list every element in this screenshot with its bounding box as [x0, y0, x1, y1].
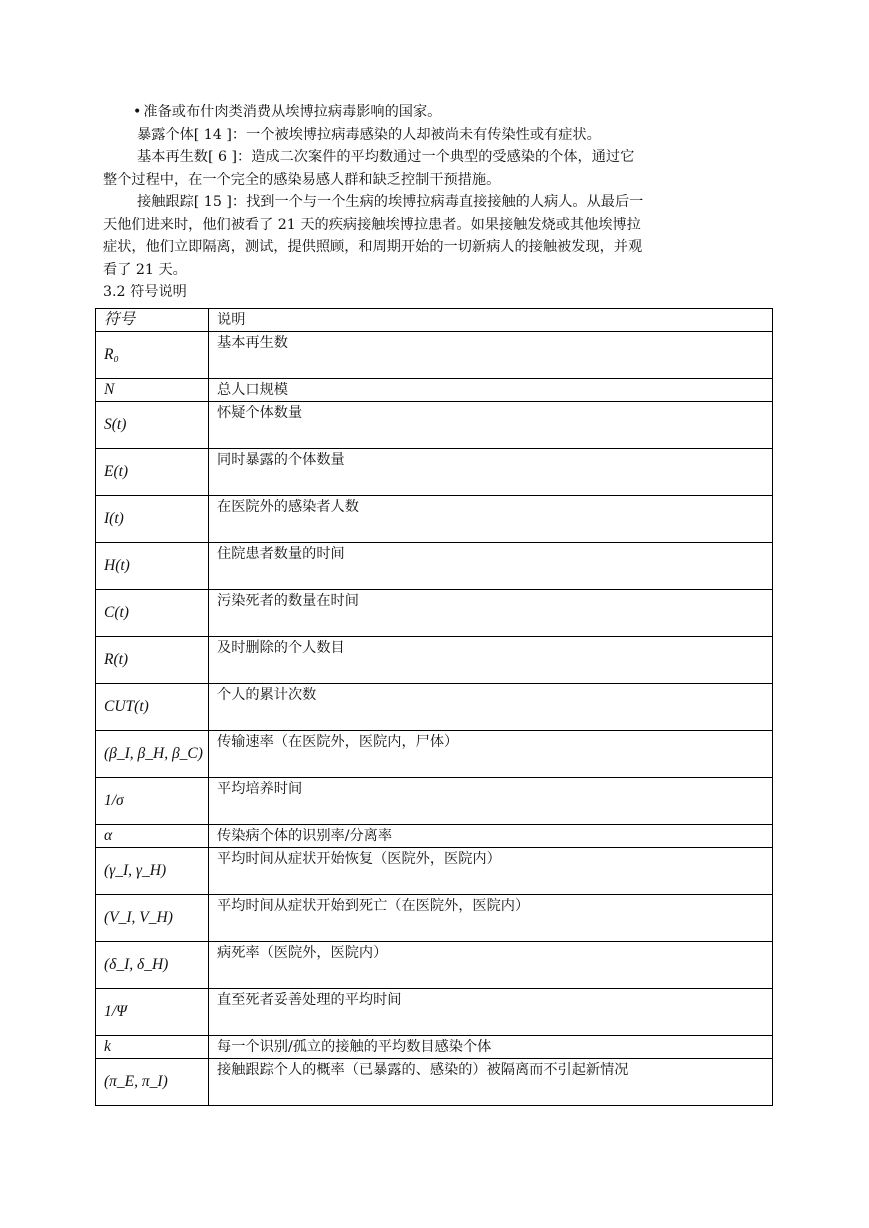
header-description: 说明	[209, 309, 773, 332]
description-cell: 怀疑个体数量	[209, 402, 773, 449]
paragraph-exposed: 暴露个体[ 14 ]：一个被埃博拉病毒感染的人却被尚未有传染性或有症状。	[137, 126, 601, 143]
description-cell: 及时删除的个人数目	[209, 637, 773, 684]
bullet-text: 准备或布什肉类消费从埃博拉病毒影响的国家。	[143, 104, 442, 120]
bullet-item	[103, 101, 773, 124]
symbol-cell: 1/σ	[96, 778, 209, 825]
table-row	[96, 778, 773, 825]
paragraph-r0-line1: 基本再生数[ 6 ]：造成二次案件的平均数通过一个典型的受感染的个体，通过它	[137, 149, 635, 165]
table-row	[96, 543, 773, 590]
table-row	[96, 332, 773, 379]
bullet-dot-icon: •	[133, 104, 142, 120]
symbol-cell: 1/Ψ	[96, 989, 209, 1036]
symbol-cell: (γ_I, γ_H)	[96, 848, 209, 895]
description-cell: 在医院外的感染者人数	[209, 496, 773, 543]
symbol-cell: (δ_I, δ_H)	[96, 942, 209, 989]
paragraph-contact-line1: 接触跟踪[ 15 ]：找到一个与一个生病的埃博拉病毒直接接触的人病人。从最后一	[137, 194, 644, 210]
table-header-row	[96, 309, 773, 332]
description-cell: 平均时间从症状开始恢复（医院外，医院内）	[209, 848, 773, 895]
table-row	[96, 825, 773, 848]
symbol-cell: (V_I, V_H)	[96, 895, 209, 942]
description-cell: 住院患者数量的时间	[209, 543, 773, 590]
paragraph-contact-line2: 天他们进来时，他们被看了 21 天的疾病接触埃博拉患者。如果接触发烧或其他埃博拉	[103, 216, 641, 233]
table-row	[96, 1059, 773, 1106]
description-cell: 总人口规模	[209, 379, 773, 402]
table-row	[96, 848, 773, 895]
symbol-table	[95, 308, 773, 1106]
description-cell: 传染病个体的识别率/分离率	[209, 825, 773, 848]
paragraph-contact-line4: 看了 21 天。	[103, 261, 187, 278]
symbol-cell: E(t)	[96, 449, 209, 496]
description-cell: 基本再生数	[209, 332, 773, 379]
symbol-cell: (β_I, β_H, β_C)	[96, 731, 209, 778]
symbol-cell: R(t)	[96, 637, 209, 684]
table-row	[96, 379, 773, 402]
table-row	[96, 496, 773, 543]
description-cell: 直至死者妥善处理的平均时间	[209, 989, 773, 1036]
table-row	[96, 895, 773, 942]
table-row	[96, 731, 773, 778]
table-row	[96, 684, 773, 731]
symbol-cell: R₀	[96, 332, 209, 379]
table-row	[96, 449, 773, 496]
table-row	[96, 590, 773, 637]
description-cell: 同时暴露的个体数量	[209, 449, 773, 496]
table-row	[96, 1036, 773, 1059]
table-row	[96, 989, 773, 1036]
symbol-cell: (π_E, π_I)	[96, 1059, 209, 1106]
description-cell: 每一个识别/孤立的接触的平均数目感染个体	[209, 1036, 773, 1059]
description-cell: 污染死者的数量在时间	[209, 590, 773, 637]
paragraph-r0-line2: 整个过程中，在一个完全的感染易感人群和缺乏控制干预措施。	[103, 171, 501, 188]
body-text	[103, 101, 773, 304]
symbol-cell: H(t)	[96, 543, 209, 590]
description-cell: 平均培养时间	[209, 778, 773, 825]
description-cell: 平均时间从症状开始到死亡（在医院外，医院内）	[209, 895, 773, 942]
description-cell: 传输速率（在医院外，医院内，尸体）	[209, 731, 773, 778]
table-row	[96, 402, 773, 449]
symbol-cell: C(t)	[96, 590, 209, 637]
paragraph-contact-line3: 症状，他们立即隔离，测试，提供照顾，和周期开始的一切新病人的接触被发现，并观	[103, 239, 643, 255]
symbol-cell: CUT(t)	[96, 684, 209, 731]
description-cell: 接触跟踪个人的概率（已暴露的、感染的）被隔离而不引起新情况	[209, 1059, 773, 1106]
symbol-cell: α	[96, 825, 209, 848]
symbol-cell: N	[96, 379, 209, 402]
header-symbol: 符号	[96, 309, 209, 332]
description-cell: 病死率（医院外，医院内）	[209, 942, 773, 989]
symbol-cell: I(t)	[96, 496, 209, 543]
description-cell: 个人的累计次数	[209, 684, 773, 731]
table-row	[96, 942, 773, 989]
symbol-cell: k	[96, 1036, 209, 1059]
section-title: 3.2 符号说明	[103, 284, 187, 300]
symbol-cell: S(t)	[96, 402, 209, 449]
table-row	[96, 637, 773, 684]
